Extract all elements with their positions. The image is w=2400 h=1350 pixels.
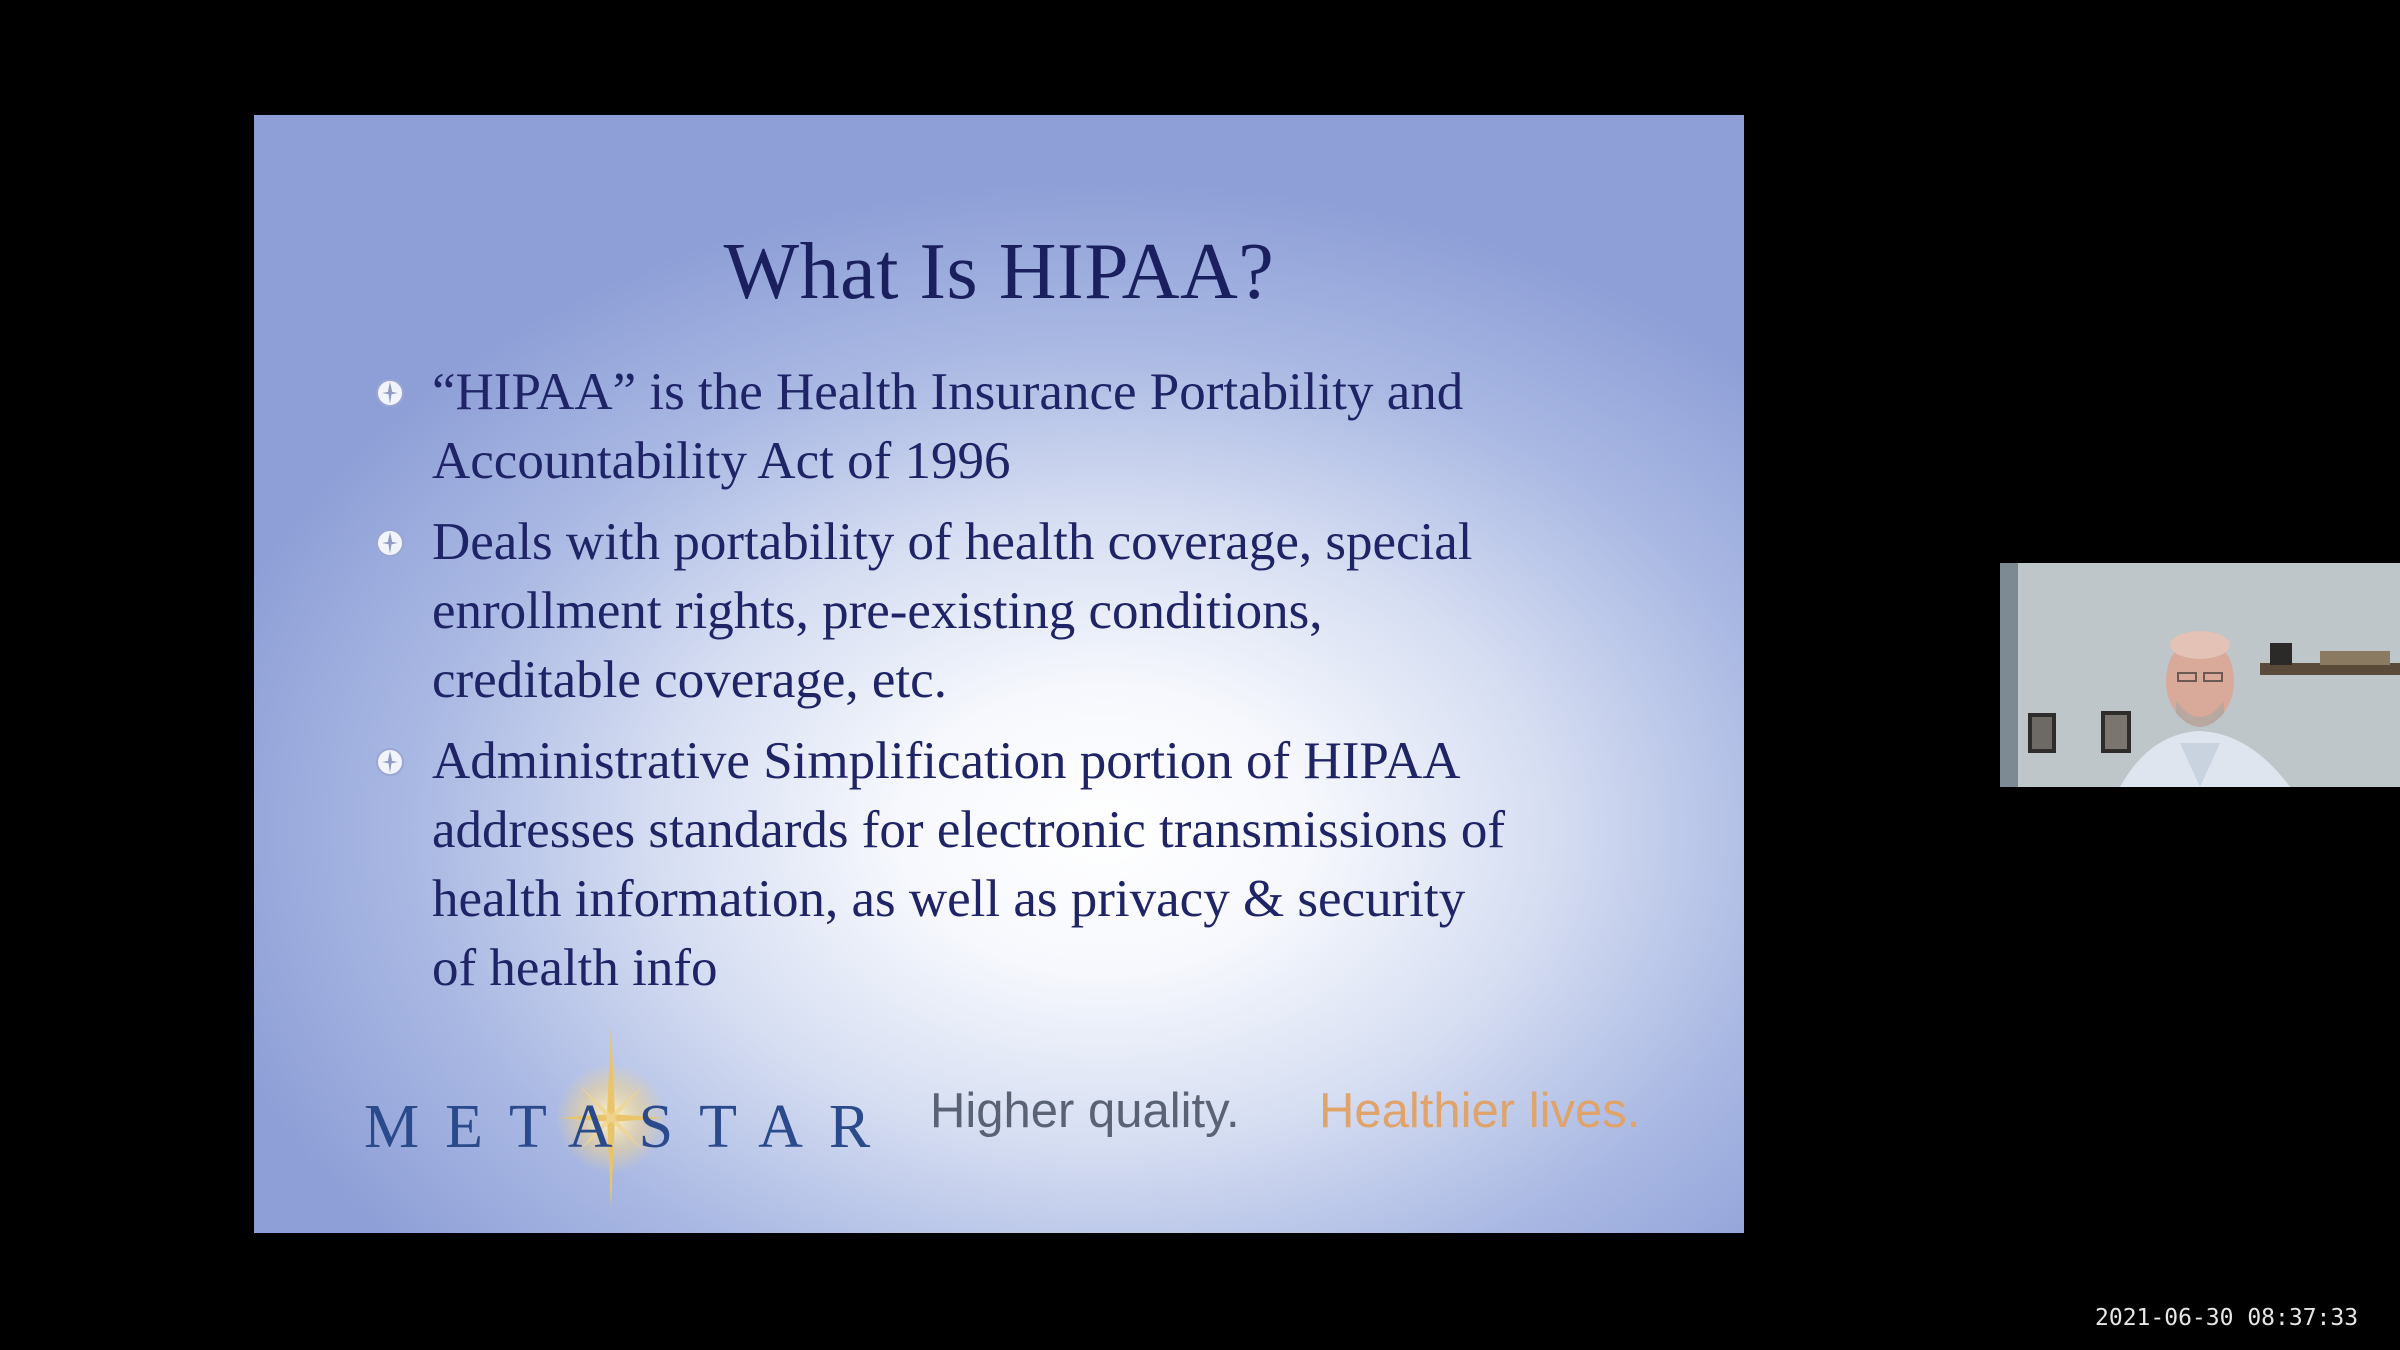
slide-title: What Is HIPAA?	[723, 228, 1275, 316]
bullet-list	[374, 358, 1674, 1015]
tagline-healthier-lives: Healthier lives.	[1319, 1084, 1641, 1138]
bullet-line: Administrative Simplification portion of HIPAA	[432, 732, 1461, 790]
compass-star-bullet-icon	[374, 746, 406, 778]
logo-wordmark: METASTAR	[364, 1093, 897, 1161]
presenter-webcam-thumbnail[interactable]	[2000, 563, 2400, 787]
bullet-line: creditable coverage, etc.	[432, 651, 947, 709]
metastar-logo	[364, 1015, 897, 1215]
bullet-item	[374, 358, 1674, 496]
bullet-item	[374, 508, 1674, 715]
presentation-slide	[254, 115, 1744, 1233]
bullet-item	[374, 727, 1674, 1003]
bullet-line: health information, as well as privacy & security	[432, 870, 1466, 928]
presenter-video-icon	[2000, 563, 2400, 787]
bullet-line: enrollment rights, pre-existing conditions,	[432, 582, 1323, 640]
compass-star-bullet-icon	[374, 527, 406, 559]
compass-star-bullet-icon	[374, 377, 406, 409]
bullet-line: “HIPAA” is the Health Insurance Portability and	[432, 363, 1464, 421]
bullet-line: addresses standards for electronic transmissions of	[432, 801, 1505, 859]
tagline-higher-quality: Higher quality.	[930, 1084, 1240, 1138]
recording-timestamp: 2021-06-30 08:37:33	[2095, 1305, 2359, 1331]
bullet-line: Accountability Act of 1996	[432, 432, 1011, 490]
bullet-line: Deals with portability of health coverage, special	[432, 513, 1473, 571]
bullet-line: of health info	[432, 939, 718, 997]
